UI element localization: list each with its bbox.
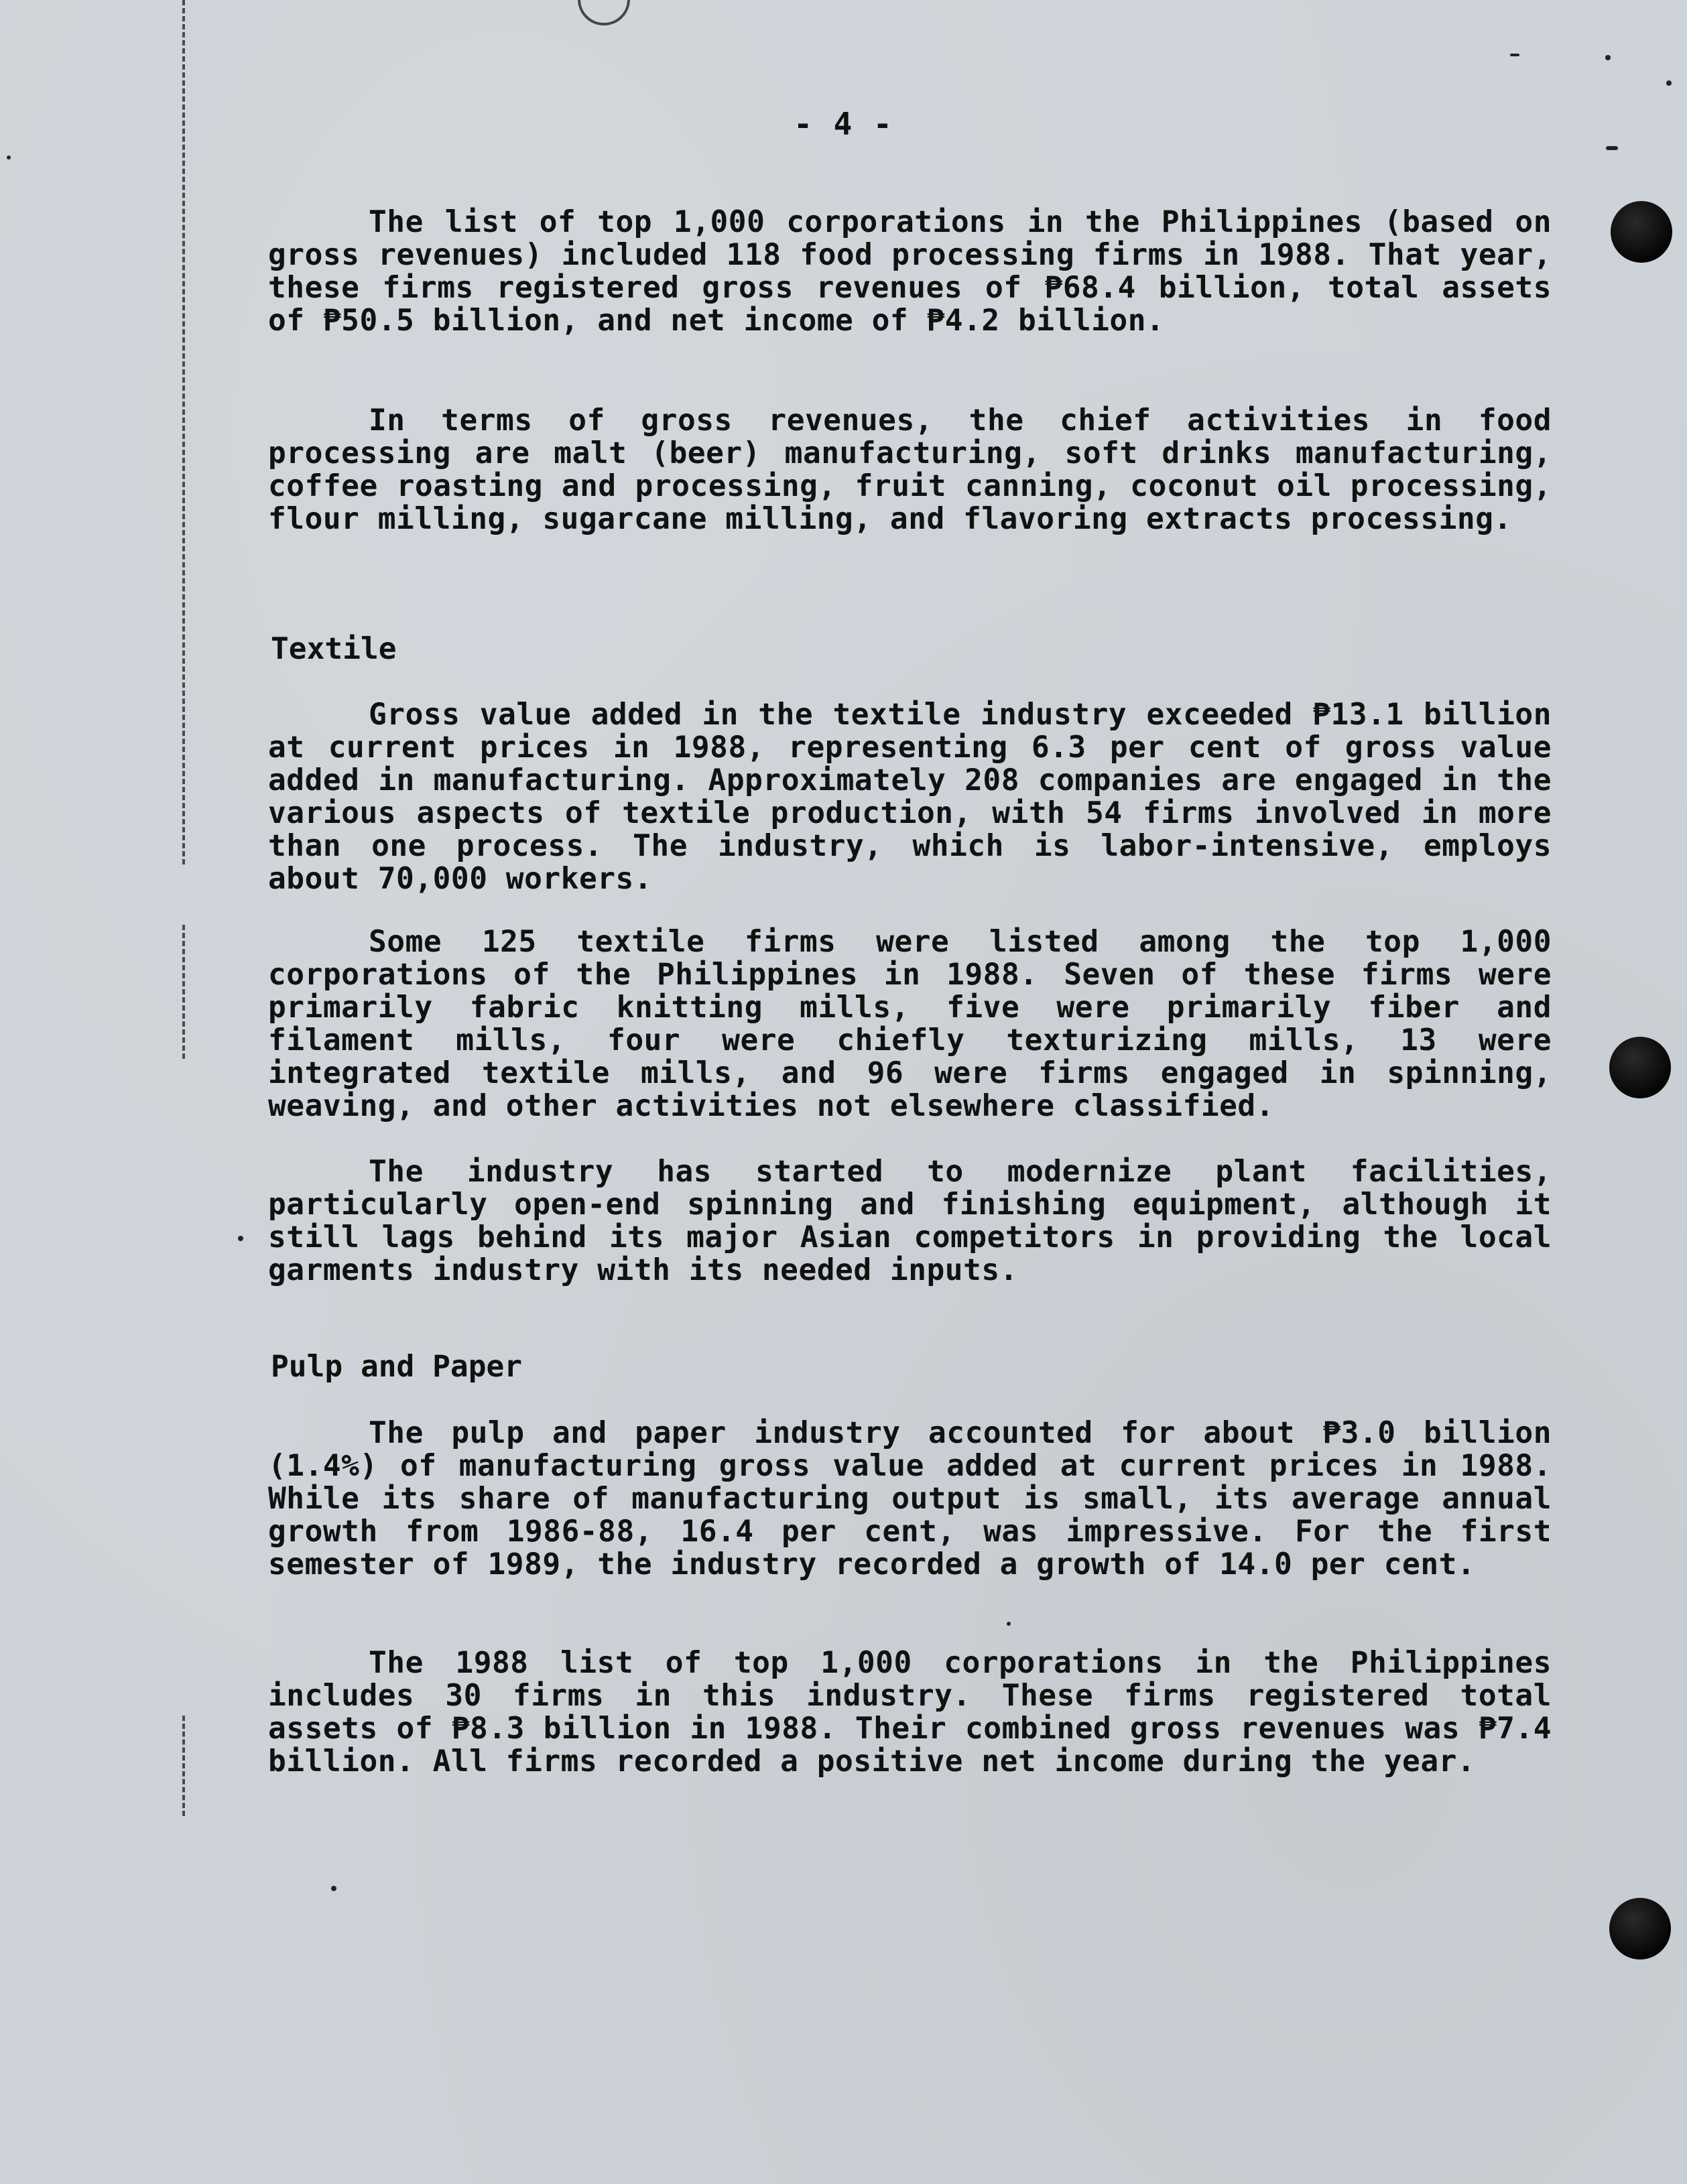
margin-rule-lower: [182, 1716, 188, 1816]
speck-mark: [7, 155, 11, 159]
punch-hole-top: [1611, 201, 1672, 263]
textile-paragraph-2: Some 125 textile firms were listed among the top 1,000 corporations of the Philippines in 1988. Seven of these firms were primarily fabric knitting mills, five were primarily fiber and filament mills, four were chiefly texturizing mills, 13 were integrated textile mills, and 96 were firms engaged in spinning, weaving, and other activities not elsewhere classified.: [268, 925, 1552, 1123]
speck-mark: [238, 1236, 243, 1241]
speck-mark: [1605, 55, 1611, 60]
textile-paragraph-3: The industry has started to modernize plant facilities, particularly open-end spinning and finishing equipment, although it still lags behind its major Asian competitors in providing the local garments industry with its needed inputs.: [268, 1155, 1552, 1287]
textile-paragraph-1: Gross value added in the textile industry exceeded ₱13.1 billion at current prices in 1988, representing 6.3 per cent of gross value added in manufacturing. Approximately 208 companies are engaged in the various aspects of textile production, with 54 firms involved in more than one process. The industry, which is labor-intensive, employs about 70,000 workers.: [268, 698, 1552, 896]
speck-mark: [1007, 1622, 1011, 1626]
pulp-paragraph-1: The pulp and paper industry accounted for about ₱3.0 billion (1.4%) of manufacturing gross value added at current prices in 1988. While its share of manufacturing output is small, its average annual growth from 1986-88, 16.4 per cent, was impressive. For the first semester of 1989, the industry recorded a growth of 14.0 per cent.: [268, 1416, 1552, 1582]
speck-mark: [1666, 80, 1672, 86]
section-heading-textile: Textile: [271, 632, 397, 666]
section-heading-pulp-and-paper: Pulp and Paper: [271, 1350, 523, 1384]
intro-paragraph-2: In terms of gross revenues, the chief activities in food processing are malt (beer) manufacturing, soft drinks manufacturing, coffee roasting and processing, fruit canning, coconut oil processing, flour milling, sugarcane milling, and flavoring extracts processing.: [268, 403, 1552, 536]
punch-hole-middle: [1609, 1037, 1671, 1098]
speck-mark: [1606, 146, 1618, 150]
punch-hole-bottom: [1609, 1898, 1671, 1960]
speck-mark: [331, 1886, 336, 1891]
margin-rule-middle: [182, 925, 188, 1059]
intro-paragraph-1: The list of top 1,000 corporations in the Philippines (based on gross revenues) included 118 food processing firms in 1988. That year, these firms registered gross revenues of ₱68.4 billion, total assets of ₱50.5 billion, and net income of ₱4.2 billion.: [268, 205, 1552, 338]
binder-loop-mark: [578, 0, 630, 25]
page-number: - 4 -: [794, 106, 893, 142]
speck-mark: [1510, 54, 1519, 56]
pulp-paragraph-2: The 1988 list of top 1,000 corporations in the Philippines includes 30 firms in this industry. These firms registered total assets of ₱8.3 billion in 1988. Their combined gross revenues was ₱7.4 billion. All firms recorded a positive net income during the year.: [268, 1646, 1552, 1779]
